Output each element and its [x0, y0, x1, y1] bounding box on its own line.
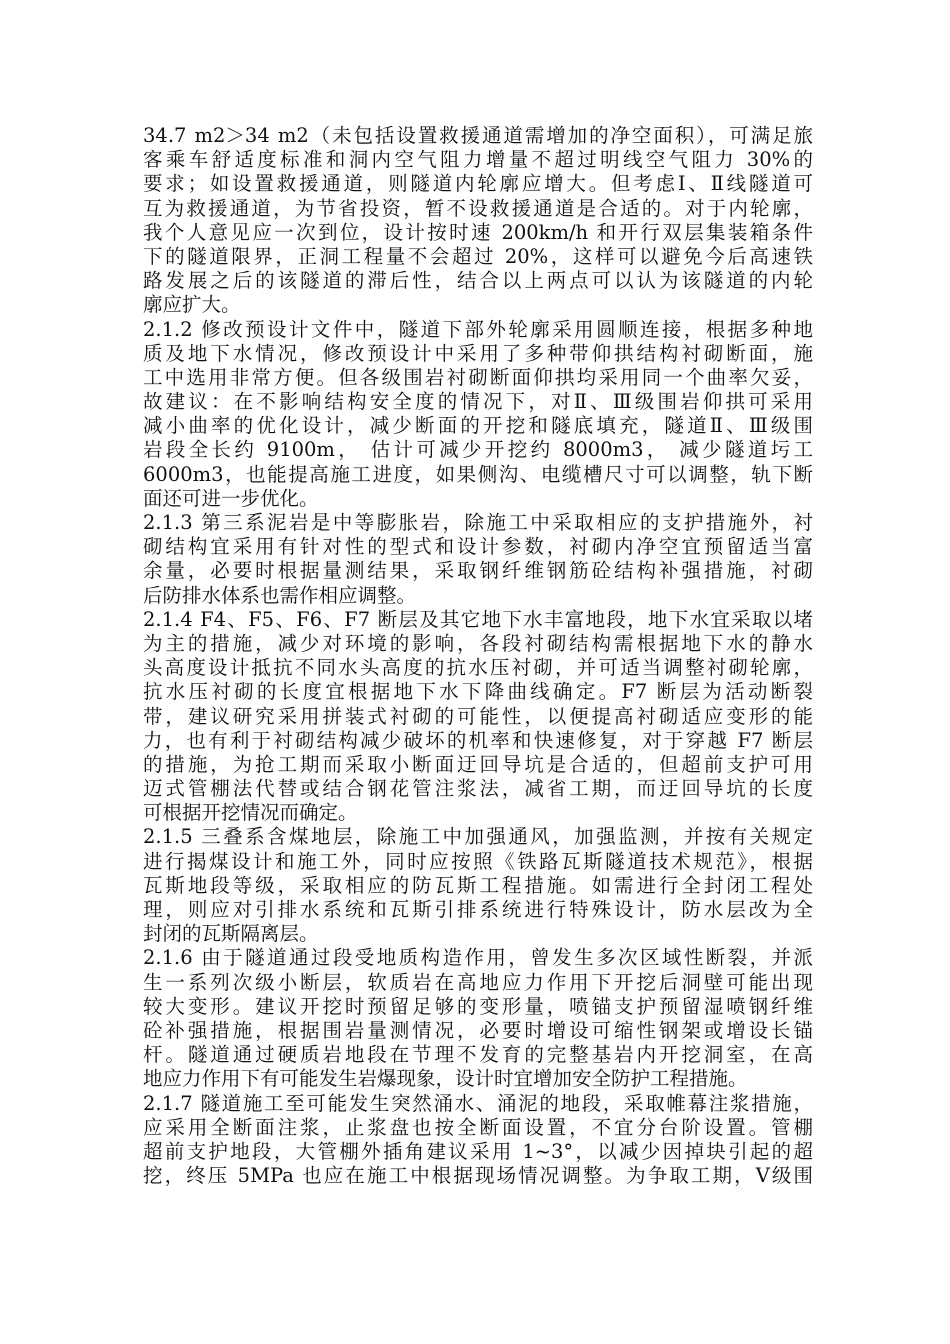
text-line: 要求；如设置救援通道，则隧道内轮廓应增大。但考虑Ⅰ、Ⅱ线隧道可	[143, 172, 813, 196]
text-line: 质及地下水情况，修改预设计中采用了多种带仰拱结构衬砌断面，施	[143, 341, 813, 365]
text-line: 岩段全长约 9100m， 估计可减少开挖约 8000m3， 减少隧道圬工	[143, 438, 813, 462]
paragraph	[143, 608, 813, 826]
paragraph	[143, 124, 813, 318]
text-line: 路发展之后的该隧道的滞后性，结合以上两点可以认为该隧道的内轮	[143, 269, 813, 293]
body-text	[143, 124, 813, 1188]
text-line: 2.1.5 三叠系含煤地层，除施工中加强通风，加强监测，并按有关规定	[143, 825, 813, 849]
text-line: 的措施，为抢工期而采取小断面迂回导坑是合适的，但超前支护可用	[143, 752, 813, 776]
text-line: 封闭的瓦斯隔离层。	[143, 922, 319, 946]
text-line: 2.1.3 第三系泥岩是中等膨胀岩，除施工中采取相应的支护措施外，衬	[143, 511, 813, 534]
text-line: 我个人意见应一次到位，设计按时速 200km/h 和开行双层集装箱条件	[143, 220, 813, 244]
text-line: 挖，终压 5MPa 也应在施工中根据现场情况调整。为争取工期，Ⅴ级围	[143, 1164, 813, 1188]
text-line: 2.1.7 隧道施工至可能发生突然涌水、涌泥的地段，采取帷幕注浆措施，	[143, 1091, 813, 1115]
text-line: 力，也有利于衬砌结构减少破坏的机率和快速修复，对于穿越 F7 断层	[143, 728, 813, 752]
text-line: 2.1.6 由于隧道通过段受地质构造作用，曾发生多次区域性断裂，并派	[143, 946, 813, 970]
text-line: 较大变形。建议开挖时预留足够的变形量，喷锚支护预留湿喷钢纤维	[143, 994, 813, 1018]
text-line: 进行揭煤设计和施工外，同时应按照《铁路瓦斯隧道技术规范》，根据	[143, 849, 813, 873]
text-line: 理，则应对引排水系统和瓦斯引排系统进行特殊设计，防水层改为全	[143, 898, 813, 921]
text-line: 杆。隧道通过硬质岩地段在节理不发育的完整基岩内开挖洞室，在高	[143, 1043, 813, 1067]
text-line: 廓应扩大。	[143, 293, 241, 317]
text-line: 地应力作用下有可能发生岩爆现象，设计时宜增加安全防护工程措施。	[143, 1067, 748, 1091]
paragraph	[143, 511, 813, 608]
text-line: 34.7 m2＞34 m2（未包括设置救援通道需增加的净空面积），可满足旅	[143, 124, 813, 147]
text-line: 下的隧道限界，正洞工程量不会超过 20%，这样可以避免今后高速铁	[143, 244, 813, 268]
text-line: 砌结构宜采用有针对性的型式和设计参数，衬砌内净空宜预留适当富	[143, 535, 813, 559]
text-line: 生一系列次级小断层，软质岩在高地应力作用下开挖后洞壁可能出现	[143, 970, 813, 994]
text-line: 故建议：在不影响结构安全度的情况下，对Ⅱ、Ⅲ级围岩仰拱可采用	[143, 390, 813, 414]
paragraph	[143, 318, 813, 512]
text-line: 工中选用非常方便。但各级围岩衬砌断面仰拱均采用同一个曲率欠妥，	[143, 365, 813, 389]
text-line: 应采用全断面注浆，止浆盘也按全断面设置，不宜分台阶设置。管棚	[143, 1115, 813, 1139]
text-line: 为主的措施，减少对环境的影响，各段衬砌结构需根据地下水的静水	[143, 631, 813, 655]
text-line: 余量，必要时根据量测结果，采取钢纤维钢筋砼结构补强措施，衬砌	[143, 559, 813, 583]
text-line: 瓦斯地段等级，采取相应的防瓦斯工程措施。如需进行全封闭工程处	[143, 873, 813, 897]
text-line: 2.1.2 修改预设计文件中，隧道下部外轮廓采用圆顺连接，根据多种地	[143, 317, 813, 341]
paragraph	[143, 1092, 813, 1189]
text-line: 迈式管棚法代替或结合钢花管注浆法，减省工期，而迂回导坑的长度	[143, 777, 813, 801]
text-line: 6000m3，也能提高施工进度，如果侧沟、电缆槽尺寸可以调整，轨下断	[143, 462, 813, 486]
text-line: 砼补强措施，根据围岩量测情况，必要时增设可缩性钢架或增设长锚	[143, 1018, 813, 1042]
text-line: 减小曲率的优化设计，减少断面的开挖和隧底填充，隧道Ⅱ、Ⅲ级围	[143, 414, 813, 438]
text-line: 互为救援通道，为节省投资，暂不设救援通道是合适的。对于内轮廓，	[143, 196, 813, 220]
text-line: 超前支护地段，大管棚外插角建议采用 1~3°，以减少因掉块引起的超	[143, 1139, 813, 1163]
text-line: 面还可进一步优化。	[143, 486, 319, 510]
text-line: 2.1.4 F4、F5、F6、F7 断层及其它地下水丰富地段，地下水宜采取以堵	[143, 607, 813, 631]
text-line: 抗水压衬砌的长度宜根据地下水下降曲线确定。F7 断层为活动断裂	[143, 680, 813, 704]
text-line: 头高度设计抵抗不同水头高度的抗水压衬砌，并可适当调整衬砌轮廓，	[143, 656, 813, 680]
text-line: 可根据开挖情况而确定。	[143, 801, 358, 825]
text-line: 客乘车舒适度标准和洞内空气阻力增量不超过明线空气阻力 30%的	[143, 148, 813, 172]
paragraph	[143, 825, 813, 946]
paragraph	[143, 946, 813, 1091]
text-line: 后防排水体系也需作相应调整。	[143, 583, 417, 607]
text-line: 带，建议研究采用拼装式衬砌的可能性，以便提高衬砌适应变形的能	[143, 704, 813, 728]
